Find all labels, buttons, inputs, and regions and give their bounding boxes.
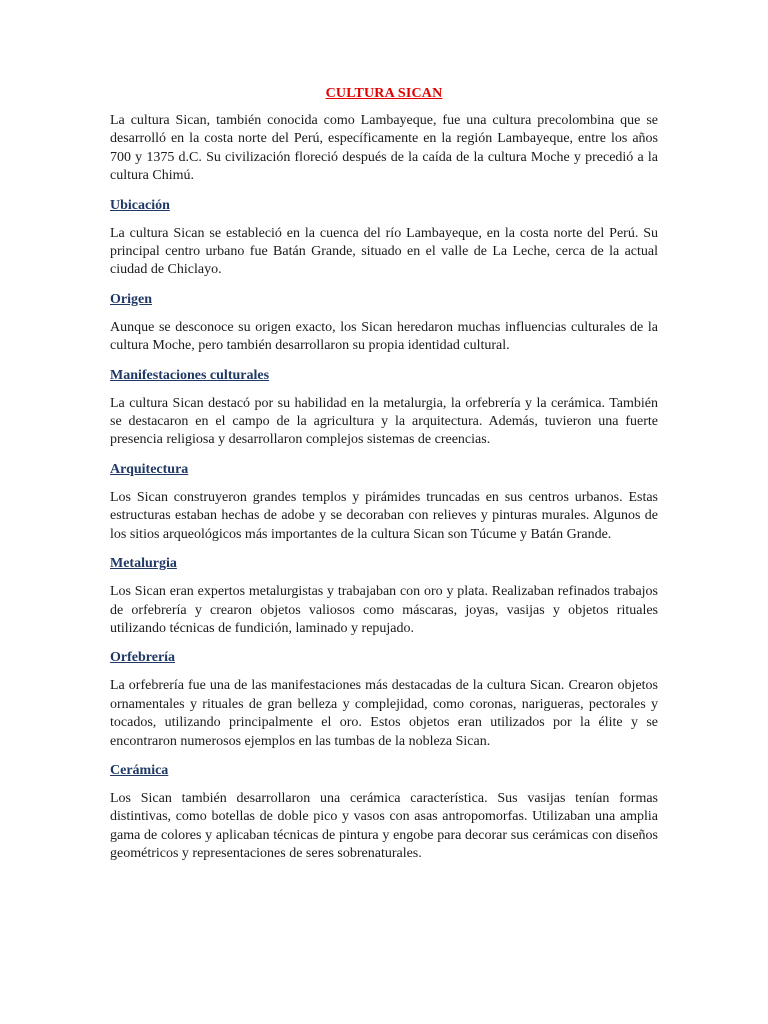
section-heading-arquitectura: Arquitectura (110, 461, 189, 477)
section-metalurgia (110, 555, 658, 638)
section-text-metalurgia: Los Sican eran expertos metalurgistas y trabajaban con oro y plata. Realizaban refinados trabajos de orfebrería y crearon objetos valiosos como máscaras, joyas, vasijas y objetos rituales utilizando técnicas de fundición, laminado y repujado. (110, 584, 658, 636)
document-title: CULTURA SICAN (325, 86, 443, 101)
section-text-ubicacion: La cultura Sican se estableció en la cuenca del río Lambayeque, en la costa norte del Perú. Su principal centro urbano fue Batán Grande, situado en el valle de La Leche, cerca de la actual ciudad de Chiclayo. (110, 225, 658, 278)
section-heading-ubicacion: Ubicación (110, 197, 170, 213)
section-text-ceramica: Los Sican también desarrollaron una cerámica característica. Sus vasijas tenían formas distintivas, como botellas de doble pico y vasos con asas antropomorfas. Utilizaban una amplia gama de colores y aplicaban técnicas de pintura y engobe para decorar sus cerámicas con diseños geométricos y representaciones de seres sobrenaturales. (110, 790, 658, 862)
section-origen (110, 291, 658, 356)
section-text-arquitectura: Los Sican construyeron grandes templos y pirámides truncadas en sus centros urbanos. Estas estructuras estaban hechas de adobe y se decoraban con relieves y pinturas murales. Algunos de los sitios arqueológicos más importantes de la cultura Sican son Túcume y Batán Grande. (110, 489, 658, 542)
section-text-manifestaciones: La cultura Sican destacó por su habilidad en la metalurgia, la orfebrería y la cerámica. También se destacaron en el campo de la agricultura y la arquitectura. Además, tuvieron una fuerte presencia religiosa y desarrollaron complejos sistemas de creencias. (110, 395, 658, 448)
section-ubicacion (110, 197, 658, 280)
section-heading-origen: Origen (110, 291, 152, 307)
section-text-origen: Aunque se desconoce su origen exacto, los Sican heredaron muchas influencias culturales de la cultura Moche, pero también desarrollaron su propia identidad cultural. (110, 319, 658, 354)
section-heading-manifestaciones: Manifestaciones culturales (110, 367, 270, 383)
section-heading-orfebreria: Orfebrería (110, 650, 176, 666)
document-page (110, 86, 658, 875)
section-arquitectura (110, 461, 658, 544)
intro-paragraph: La cultura Sican, también conocida como Lambayeque, fue una cultura precolombina que se desarrolló en la costa norte del Perú, específicamente en la región Lambayeque, entre los años 700 y 1375 d.C. Su civilización floreció después de la caída de la cultura Moche y precedió a la cultura Chimú. (110, 113, 658, 184)
section-text-orfebreria: La orfebrería fue una de las manifestaciones más destacadas de la cultura Sican. Crearon objetos ornamentales y rituales de gran belleza y complejidad, como coronas, narigueras, pectorales y tocados, utilizando principalmente el oro. Estos objetos eran utilizados por la élite y se encontraron numerosos ejemplos en las tumbas de la nobleza Sican. (110, 678, 658, 749)
section-heading-metalurgia: Metalurgia (110, 556, 177, 572)
section-orfebreria (110, 649, 658, 751)
section-ceramica (110, 762, 658, 864)
section-heading-ceramica: Cerámica (110, 762, 169, 778)
section-manifestaciones (110, 367, 658, 450)
